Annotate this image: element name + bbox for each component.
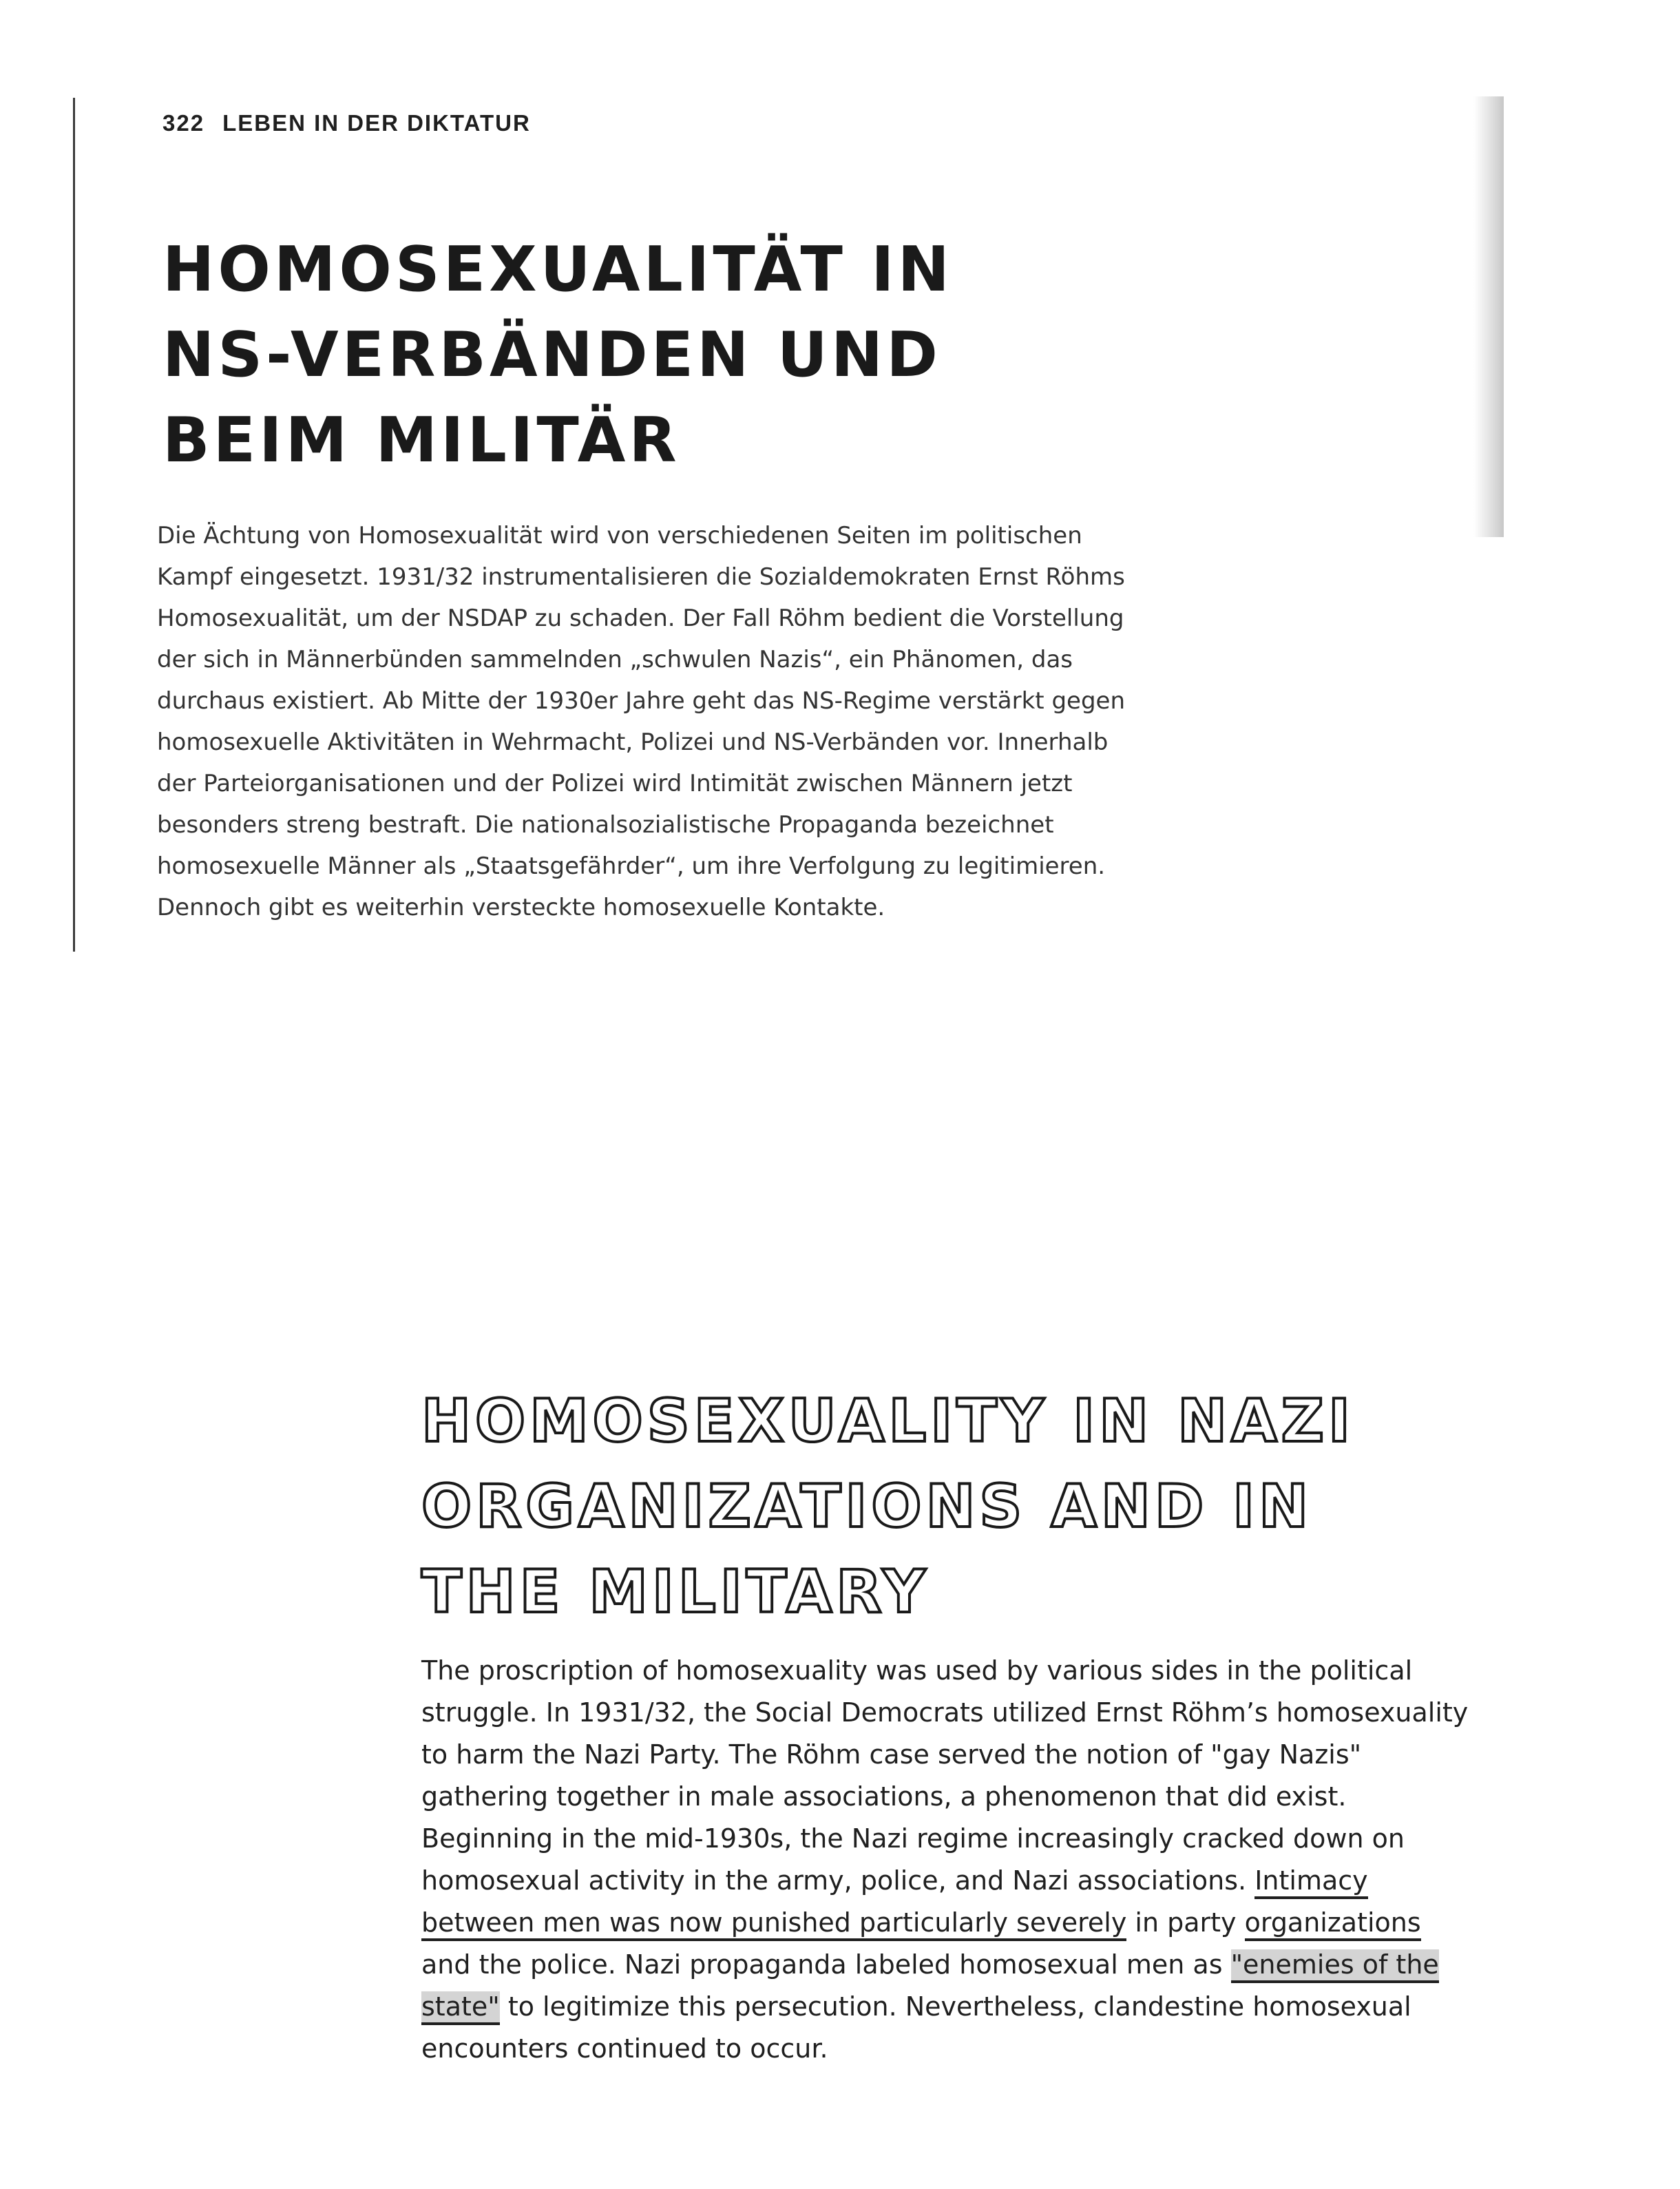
running-head: [162, 110, 531, 136]
english-body-line: to harm the Nazi Party. The Röhm case served the notion of "gay Nazis": [421, 1739, 1362, 1770]
page-number: 322: [162, 110, 205, 136]
english-paragraph: [421, 1650, 1495, 2070]
german-body-line: durchaus existiert. Ab Mitte der 1930er Jahre geht das NS-Regime verstärkt gegen: [157, 687, 1125, 715]
margin-rule: [73, 98, 75, 952]
english-body-line: struggle. In 1931/32, the Social Democrats utilized Ernst Röhm’s homosexuality: [421, 1697, 1469, 1728]
section-title: LEBEN IN DER DIKTATUR: [222, 110, 531, 136]
german-body-line: homosexuelle Aktivitäten in Wehrmacht, Polizei und NS-Verbänden vor. Innerhalb: [157, 729, 1109, 756]
german-body-line: homosexuelle Männer als „Staatsgefährder“, um ihre Verfolgung zu legitimieren.: [157, 852, 1106, 880]
text-run: and the police. Nazi propaganda labeled homosexual men as: [421, 1949, 1231, 1980]
english-body-line: [421, 1944, 1495, 1986]
underlined-text: between men was now punished particularly severely: [421, 1907, 1126, 1941]
scan-edge-shadow: [1473, 96, 1504, 537]
english-body-line: Beginning in the mid-1930s, the Nazi regime increasingly cracked down on: [421, 1823, 1405, 1854]
text-run: homosexual activity in the army, police, and Nazi associations.: [421, 1865, 1255, 1896]
german-title-line: BEIM MILITÄR: [162, 404, 680, 476]
english-title-line: ORGANIZATIONS AND IN: [421, 1472, 1313, 1541]
english-title-line: THE MILITARY: [421, 1558, 930, 1626]
english-body-line: The proscription of homosexuality was used by various sides in the political: [421, 1655, 1413, 1686]
highlighted-text: state": [421, 1991, 500, 2025]
english-body-line: encounters continued to occur.: [421, 2033, 828, 2064]
german-body-line: Homosexualität, um der NSDAP zu schaden. Der Fall Röhm bedient die Vorstellung: [157, 605, 1124, 632]
text-run: to legitimize this persecution. Nevertheless, clandestine homosexual: [499, 1991, 1411, 2022]
german-body-line: der Parteiorganisationen und der Polizei wird Intimität zwischen Männern jetzt: [157, 770, 1073, 797]
text-run: in party: [1126, 1907, 1245, 1938]
english-body-line: gathering together in male associations, a phenomenon that did exist.: [421, 1781, 1347, 1812]
underlined-text: Intimacy: [1254, 1865, 1367, 1899]
german-body-line: Kampf eingesetzt. 1931/32 instrumentalisieren die Sozialdemokraten Ernst Röhms: [157, 563, 1125, 591]
english-body-line: [421, 1986, 1495, 2028]
german-body-line: besonders streng bestraft. Die nationalsozialistische Propaganda bezeichnet: [157, 811, 1054, 839]
underlined-text: organizations: [1245, 1907, 1421, 1941]
german-title-line: NS-VERBÄNDEN UND: [162, 319, 941, 391]
german-paragraph: [157, 515, 1231, 928]
german-title-line: HOMOSEXUALITÄT IN: [162, 233, 953, 306]
german-body-line: der sich in Männerbünden sammelnden „schwulen Nazis“, ein Phänomen, das: [157, 646, 1073, 673]
english-title: [421, 1379, 1354, 1635]
english-title-line: HOMOSEXUALITY IN NAZI: [421, 1387, 1354, 1456]
german-body-line: Dennoch gibt es weiterhin versteckte homosexuelle Kontakte.: [157, 894, 885, 921]
german-title: [162, 227, 953, 483]
english-body-line: [421, 1860, 1495, 1902]
highlighted-text: "enemies of the: [1231, 1949, 1439, 1983]
german-body-line: Die Ächtung von Homosexualität wird von verschiedenen Seiten im politischen: [157, 522, 1082, 549]
english-body-line: [421, 1902, 1495, 1944]
